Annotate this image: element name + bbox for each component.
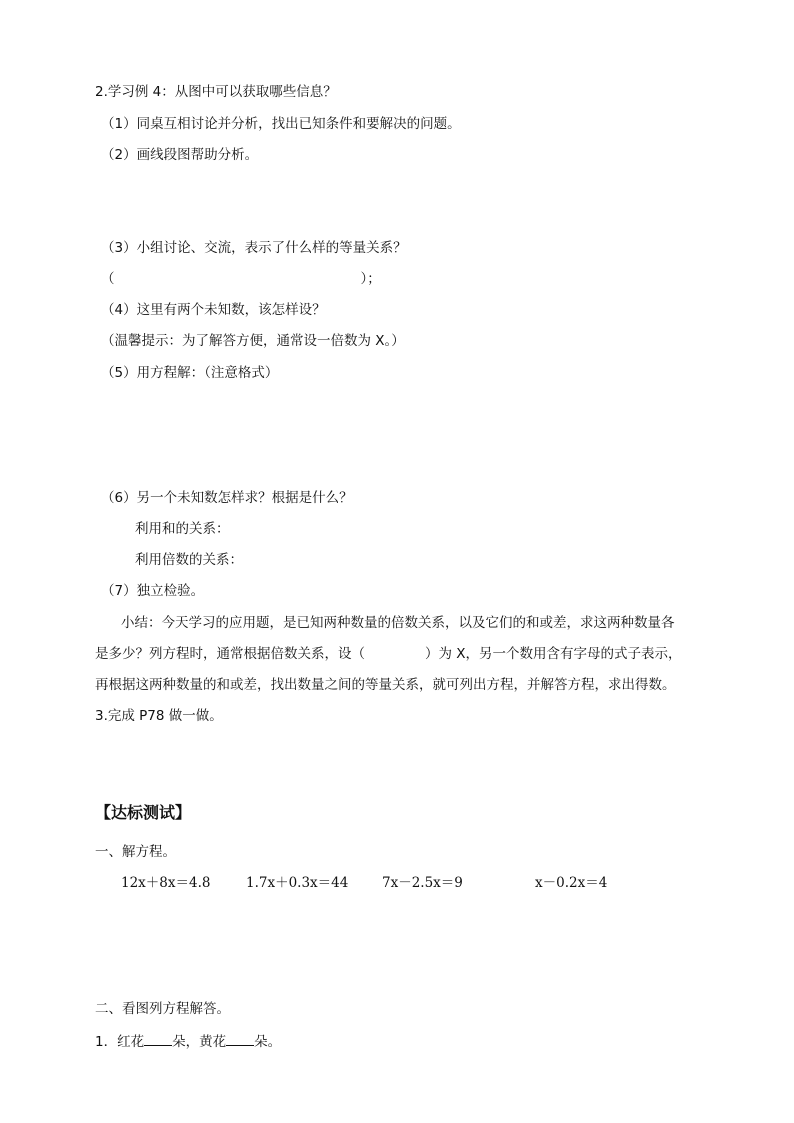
sum-relation: 利用和的关系： [135, 521, 230, 537]
step-3-task: 3.完成 P78 做一做。 [95, 708, 223, 724]
question-1: 1．红花 朵，黄花 朵。 [95, 1031, 281, 1051]
part-1-title: 一、解方程。 [95, 844, 176, 860]
yellow-flower-blank[interactable] [226, 1031, 254, 1046]
step-6: （6）另一个未知数怎样求？根据是什么？ [101, 490, 353, 506]
close-paren: ）； [360, 271, 381, 287]
part-2-title: 二、看图列方程解答。 [95, 1001, 230, 1017]
equation-blank-line [101, 270, 381, 288]
section-heading: 【达标测试】 [95, 803, 192, 822]
equation-1: 12x＋8x＝4.8 [121, 875, 211, 891]
summary-line-1: 小结：今天学习的应用题，是已知两种数量的倍数关系，以及它们的和或差，求这两种数量各 [121, 615, 675, 631]
red-flower-blank[interactable] [144, 1031, 172, 1046]
summary-line-2: 是多少？列方程时，通常根据倍数关系，设（ ）为 X，另一个数用含有字母的式子表示， [95, 646, 682, 662]
step-2-title: 2.学习例 4：从图中可以获取哪些信息？ [95, 84, 337, 100]
step-1: （1）同桌互相讨论并分析，找出已知条件和要解决的问题。 [101, 116, 461, 132]
equation-4: x－0.2x＝4 [535, 875, 608, 891]
step-2: （2）画线段图帮助分析。 [101, 147, 259, 163]
hint: （温馨提示：为了解答方便，通常设一倍数为 X。） [101, 333, 405, 349]
step-3: （3）小组讨论、交流，表示了什么样的等量关系？ [101, 240, 407, 256]
equation-2: 1.7x＋0.3x＝44 [246, 875, 349, 891]
open-paren: （ [101, 271, 115, 287]
step-5: （5）用方程解：（注意格式） [101, 365, 279, 381]
step-4: （4）这里有两个未知数，该怎样设？ [101, 302, 326, 318]
step-7: （7）独立检验。 [101, 583, 205, 599]
equation-3: 7x－2.5x＝9 [382, 875, 463, 891]
summary-line-3: 再根据这两种数量的和或差，找出数量之间的等量关系，就可列出方程，并解答方程，求出得数。 [95, 677, 676, 693]
multiple-relation: 利用倍数的关系： [135, 552, 243, 568]
